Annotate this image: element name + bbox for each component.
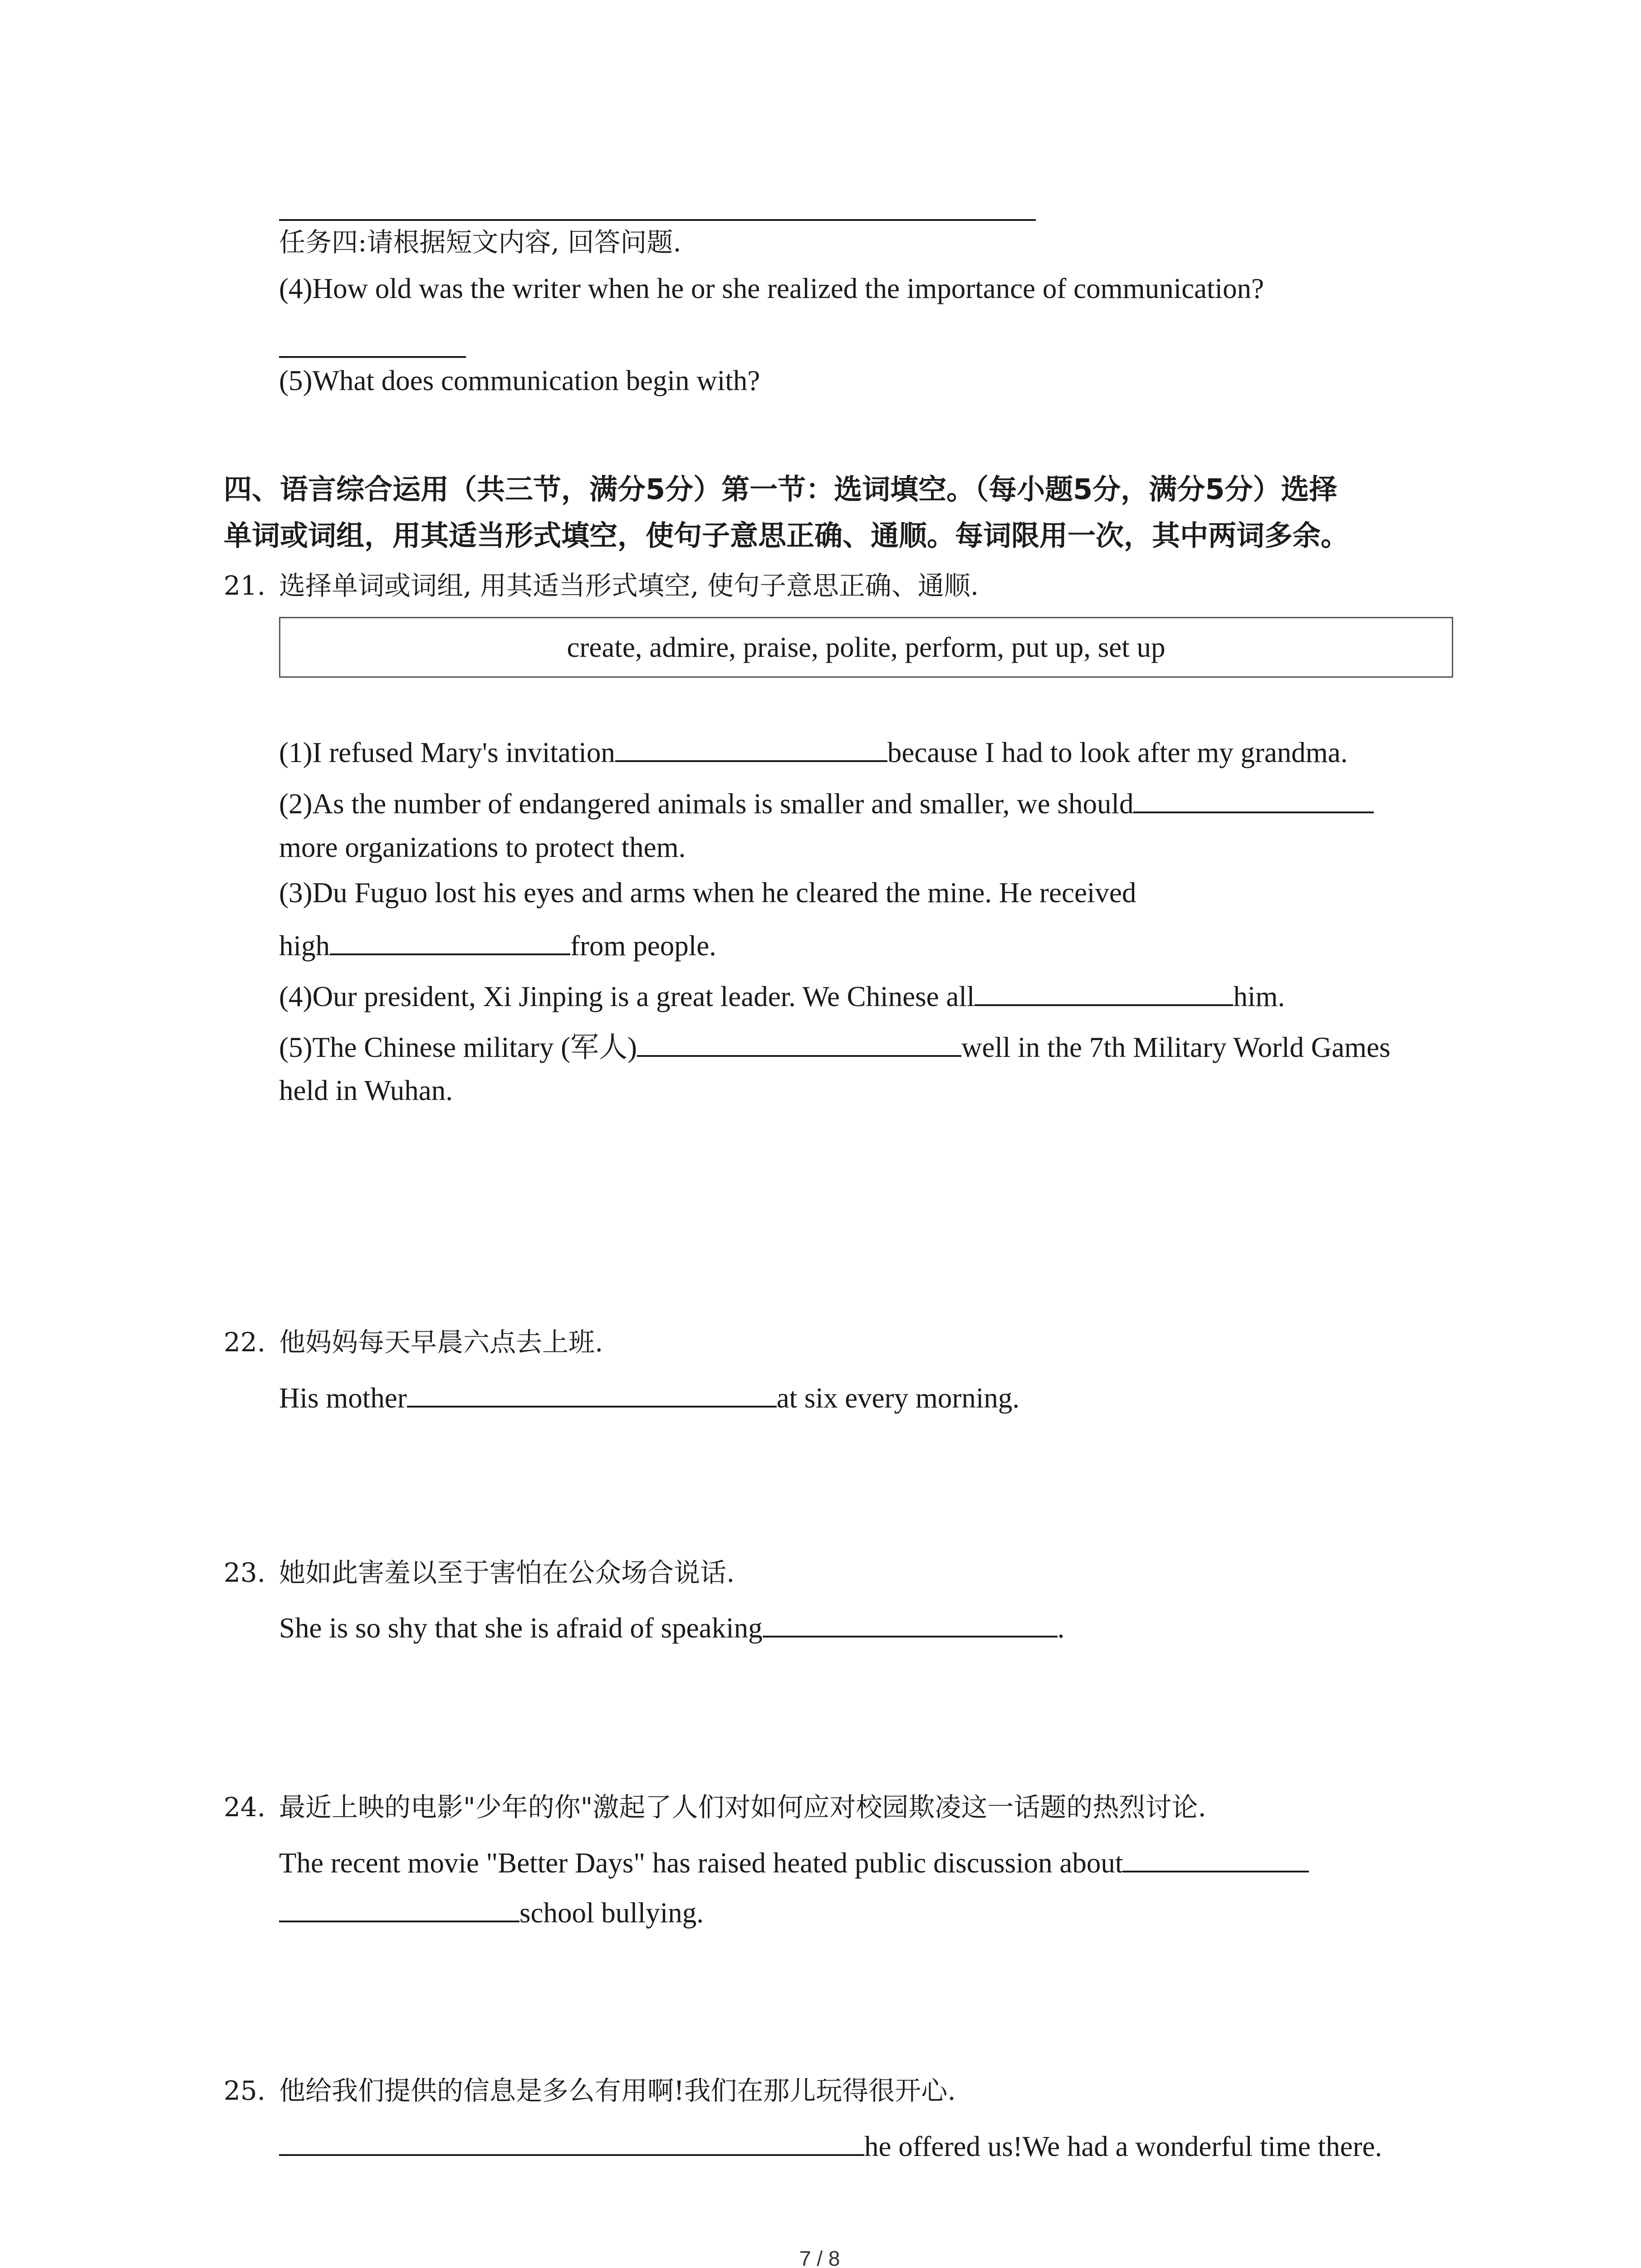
q25-blank[interactable] [279, 2130, 864, 2156]
q25-sentence [279, 2130, 1382, 2161]
q24-sentence [279, 1846, 1309, 1877]
q25-number: 25. [224, 2075, 266, 2106]
q21-s3-blank[interactable] [330, 929, 570, 955]
task4-question-5: (5)What does communication begin with? [279, 365, 760, 396]
q24-chinese: 最近上映的电影"少年的你"激起了人们对如何应对校园欺凌这一话题的热烈讨论. [279, 1792, 1206, 1823]
q21-sentence-3: (3)Du Fuguo lost his eyes and arms when he cleared the mine. He received [279, 877, 1136, 909]
task4-heading: 任务四:请根据短文内容, 回答问题. [279, 227, 681, 258]
q21-s2-blank[interactable] [1133, 787, 1374, 813]
word-bank-box [279, 617, 1453, 678]
q25-chinese: 他给我们提供的信息是多么有用啊!我们在那儿玩得很开心. [279, 2075, 956, 2106]
q21-s2-text-a: (2)As the number of endangered animals is smaller and smaller, we should [279, 788, 1134, 820]
q21-sentence-5 [279, 1031, 1391, 1062]
q21-sentence-3-cont [279, 929, 716, 960]
q21-s5-text-a: (5)The Chinese military (军人) [279, 1031, 637, 1063]
q21-s5-text-b: well in the 7th Military World Games [961, 1031, 1391, 1063]
q21-s1-text-a: (1)I refused Mary's invitation [279, 737, 615, 768]
q24-sentence-cont [279, 1896, 704, 1927]
q22-text-b: at six every morning. [776, 1382, 1020, 1414]
q21-sentence-4 [279, 980, 1285, 1011]
q24-blank-1[interactable] [1123, 1846, 1309, 1872]
q23-sentence [279, 1611, 1064, 1642]
task4-question-4: (4)How old was the writer when he or she realized the importance of communication? [279, 273, 1264, 304]
answer-line-top[interactable] [279, 219, 1036, 221]
q21-s1-blank[interactable] [615, 736, 887, 762]
q21-s5-blank[interactable] [637, 1031, 961, 1057]
q22-chinese: 他妈妈每天早晨六点去上班. [279, 1327, 603, 1358]
q22-text-a: His mother [279, 1382, 407, 1414]
q23-blank[interactable] [763, 1611, 1058, 1637]
page-number: 7 / 8 [799, 2247, 840, 2268]
q21-s4-text-a: (4)Our president, Xi Jinping is a great leader. We Chinese all [279, 981, 975, 1012]
q21-sentence-2 [279, 787, 1374, 818]
word-bank-text: create, admire, praise, polite, perform, put up, set up [567, 631, 1166, 663]
q21-sentence-5-cont: held in Wuhan. [279, 1075, 453, 1106]
q21-s4-text-b: him. [1233, 981, 1285, 1012]
q21-sentence-2-cont: more organizations to protect them. [279, 831, 686, 863]
q21-s3-text-b: high [279, 930, 330, 962]
q23-number: 23. [224, 1557, 266, 1588]
q23-text-b: . [1057, 1612, 1065, 1644]
q24-text-a: The recent movie "Better Days" has raised heated public discussion about [279, 1847, 1123, 1879]
q21-s1-text-b: because I had to look after my grandma. [887, 737, 1348, 768]
section-header-line1: 四、语言综合运用（共三节，满分5分）第一节：选词填空。（每小题5分，满分5分）选择 [224, 473, 1337, 506]
q21-s3-text-c: from people. [570, 930, 716, 962]
q21-instruction: 选择单词或词组, 用其适当形式填空, 使句子意思正确、通顺. [279, 570, 979, 601]
section-header-line2: 单词或词组，用其适当形式填空，使句子意思正确、通顺。每词限用一次，其中两词多余。 [224, 519, 1349, 552]
q22-number: 22. [224, 1327, 266, 1358]
q24-number: 24. [224, 1792, 266, 1823]
q21-s4-blank[interactable] [975, 980, 1233, 1006]
q24-text-b: school bullying. [519, 1897, 704, 1929]
q23-text-a: She is so shy that she is afraid of speaking [279, 1612, 763, 1644]
q24-blank-2[interactable] [279, 1896, 519, 1922]
q21-sentence-1 [279, 736, 1348, 767]
q22-blank[interactable] [407, 1381, 777, 1408]
answer-line-q4[interactable] [279, 356, 466, 358]
q22-sentence [279, 1381, 1019, 1413]
q25-text-b: he offered us!We had a wonderful time there. [864, 2131, 1382, 2162]
q23-chinese: 她如此害羞以至于害怕在公众场合说话. [279, 1557, 735, 1588]
q21-number: 21. [224, 570, 266, 601]
